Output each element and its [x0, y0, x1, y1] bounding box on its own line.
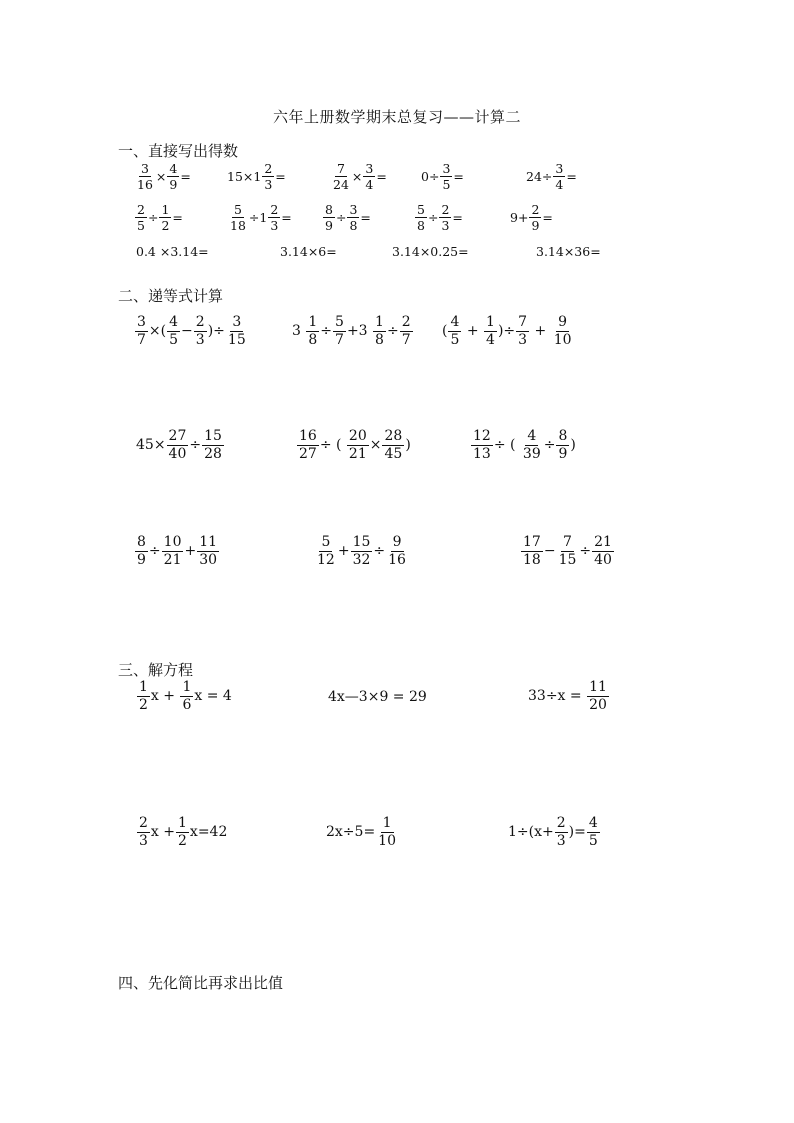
fraction	[331, 162, 351, 191]
expression-text: )÷	[207, 323, 225, 340]
denominator: 3	[195, 331, 205, 348]
fraction	[484, 315, 497, 347]
expression-text: )	[570, 437, 576, 454]
fraction	[553, 162, 565, 191]
numerator: 1	[182, 679, 192, 695]
numerator: 2	[139, 815, 148, 831]
numerator: 4	[527, 428, 537, 444]
fraction	[373, 315, 386, 347]
denominator: 12	[317, 551, 335, 568]
problem	[134, 162, 191, 191]
denominator: 10	[378, 832, 396, 849]
expression-text: +	[530, 323, 551, 340]
expression-text: =	[542, 210, 553, 226]
denominator: 8	[308, 331, 318, 348]
denominator: 8	[375, 331, 384, 348]
numerator: 7	[518, 314, 528, 330]
denominator: 9	[325, 218, 333, 234]
numerator: 2	[270, 202, 279, 217]
denominator: 9	[169, 177, 178, 193]
expression-text: 3.14×36=	[536, 244, 601, 259]
numerator: 5	[321, 534, 331, 550]
fraction	[386, 535, 408, 567]
problem	[322, 203, 371, 232]
fraction	[529, 203, 541, 232]
numerator: 1	[486, 314, 495, 330]
numerator: 3	[555, 161, 564, 176]
numerator: 4	[450, 314, 460, 330]
problem	[134, 203, 183, 232]
numerator: 7	[563, 534, 572, 550]
numerator: 27	[168, 428, 187, 444]
expression-text: 4x—3×9 = 29	[328, 689, 427, 705]
numerator: 1	[375, 314, 384, 330]
denominator: 2	[161, 218, 170, 234]
expression-text: =	[376, 169, 387, 185]
numerator: 2	[531, 202, 540, 217]
fraction	[376, 816, 398, 848]
fraction	[439, 203, 451, 232]
denominator: 21	[348, 445, 367, 462]
numerator: 9	[558, 314, 568, 330]
numerator: 2	[401, 314, 411, 330]
fraction	[382, 429, 404, 461]
problem	[414, 203, 463, 232]
fraction	[400, 315, 413, 347]
numerator: 7	[336, 161, 345, 176]
fraction	[167, 315, 180, 347]
fraction	[262, 162, 274, 191]
problem	[296, 429, 411, 461]
numerator: 2	[195, 314, 205, 330]
problem	[470, 429, 576, 461]
fraction	[333, 315, 346, 347]
denominator: 30	[199, 551, 218, 568]
expression-text: ÷	[148, 543, 161, 560]
expression-text: (	[442, 323, 448, 340]
fraction	[323, 203, 335, 232]
problem	[136, 244, 209, 259]
denominator: 10	[553, 331, 572, 348]
section-heading-1: 一、直接写出得数	[118, 142, 239, 160]
denominator: 8	[417, 218, 425, 234]
numerator: 16	[299, 428, 317, 444]
problem	[280, 244, 337, 259]
fraction	[415, 203, 427, 232]
fraction	[137, 680, 150, 712]
fraction	[167, 162, 179, 191]
problem	[520, 535, 615, 567]
numerator: 5	[233, 202, 242, 217]
denominator: 39	[522, 445, 541, 462]
expression-text: ÷ (	[493, 437, 520, 454]
denominator: 20	[589, 696, 607, 713]
fraction	[135, 162, 155, 191]
denominator: 4	[555, 177, 564, 193]
expression-text: ÷	[320, 323, 333, 340]
fraction	[521, 535, 543, 567]
expression-text: ÷1	[248, 210, 268, 226]
denominator: 3	[264, 177, 273, 193]
fraction	[197, 535, 219, 567]
problem	[528, 680, 610, 712]
expression-text: 2x÷5=	[326, 824, 376, 841]
numerator: 3	[232, 314, 242, 330]
numerator: 1	[161, 202, 170, 217]
denominator: 27	[299, 445, 317, 462]
fraction	[448, 315, 461, 347]
expression-text: x=42	[189, 824, 228, 841]
denominator: 8	[349, 218, 358, 234]
numerator: 9	[392, 534, 402, 550]
fraction	[552, 315, 574, 347]
numerator: 3	[137, 314, 146, 330]
numerator: 2	[264, 161, 273, 176]
expression-text: ÷	[147, 210, 159, 226]
expression-text: ×	[369, 437, 382, 454]
expression-text: =	[453, 169, 464, 185]
problem	[510, 203, 553, 232]
problem	[442, 315, 575, 347]
numerator: 28	[384, 428, 403, 444]
expression-text: 0.4 ×3.14=	[136, 244, 209, 259]
numerator: 5	[335, 314, 344, 330]
denominator: 32	[352, 551, 371, 568]
expression-text: )÷	[497, 323, 516, 340]
denominator: 5	[137, 218, 145, 234]
expression-text: +	[337, 543, 350, 560]
problem	[134, 535, 220, 567]
expression-text: ×	[351, 169, 363, 185]
fraction	[167, 429, 189, 461]
fraction	[135, 315, 148, 347]
problem	[314, 535, 409, 567]
expression-text: ÷	[386, 323, 399, 340]
denominator: 24	[333, 177, 349, 193]
fraction	[297, 429, 319, 461]
expression-text: ÷	[543, 437, 556, 454]
problem	[326, 816, 399, 848]
numerator: 21	[594, 534, 612, 550]
fraction	[347, 429, 369, 461]
denominator: 3	[518, 331, 528, 348]
expression-text: =	[281, 210, 292, 226]
denominator: 3	[139, 832, 148, 849]
denominator: 16	[137, 177, 153, 193]
problem	[227, 203, 292, 232]
expression-text: )=	[568, 824, 586, 841]
fraction	[587, 816, 600, 848]
expression-text: +	[184, 543, 197, 560]
expression-text: )	[405, 437, 411, 454]
fraction	[315, 535, 337, 567]
denominator: 9	[137, 551, 146, 568]
denominator: 3	[556, 832, 566, 849]
fraction	[555, 816, 568, 848]
expression-text: ÷	[335, 210, 347, 226]
numerator: 1	[139, 679, 148, 695]
numerator: 8	[325, 202, 333, 217]
expression-text: 33÷x =	[528, 688, 587, 705]
expression-text: 3.14×0.25=	[392, 244, 469, 259]
denominator: 21	[163, 551, 182, 568]
expression-text: =	[452, 210, 463, 226]
denominator: 18	[230, 218, 246, 234]
fraction	[587, 680, 609, 712]
denominator: 9	[558, 445, 568, 462]
problem	[526, 162, 577, 191]
numerator: 3	[442, 161, 451, 176]
numerator: 15	[204, 428, 222, 444]
expression-text: ÷ (	[319, 437, 346, 454]
fraction	[592, 535, 614, 567]
denominator: 2	[178, 832, 187, 849]
expression-text: 1÷(x+	[508, 824, 554, 841]
problem	[134, 315, 249, 347]
denominator: 4	[365, 177, 374, 193]
fraction	[135, 535, 148, 567]
numerator: 10	[163, 534, 182, 550]
fraction	[137, 816, 150, 848]
numerator: 1	[178, 815, 187, 831]
denominator: 16	[388, 551, 406, 568]
numerator: 2	[556, 815, 566, 831]
numerator: 3	[140, 161, 149, 176]
expression-text: +	[462, 323, 484, 340]
denominator: 15	[227, 331, 246, 348]
expression-text: ×(	[148, 323, 167, 340]
fraction	[521, 429, 543, 461]
problem	[536, 244, 601, 259]
numerator: 20	[348, 428, 367, 444]
fraction	[162, 535, 184, 567]
denominator: 9	[531, 218, 540, 234]
problem	[330, 162, 387, 191]
denominator: 45	[384, 445, 403, 462]
fraction	[268, 203, 280, 232]
problem	[328, 689, 427, 705]
expression-text: ÷	[189, 437, 202, 454]
section-heading-4: 四、先化简比再求出比值	[118, 974, 284, 992]
fraction	[351, 535, 373, 567]
expression-text: 24÷	[526, 169, 553, 185]
expression-text: x +	[150, 824, 175, 841]
fraction	[228, 203, 248, 232]
numerator: 4	[169, 314, 179, 330]
numerator: 3	[365, 161, 374, 176]
expression-text: 15×1	[227, 169, 262, 185]
numerator: 11	[589, 679, 607, 695]
numerator: 17	[523, 534, 541, 550]
expression-text: 3.14×6=	[280, 244, 337, 259]
numerator: 4	[169, 161, 178, 176]
expression-text: ×	[155, 169, 167, 185]
problem	[421, 162, 464, 191]
problem	[136, 816, 227, 848]
denominator: 5	[588, 832, 598, 849]
fraction	[516, 315, 529, 347]
numerator: 5	[417, 202, 425, 217]
denominator: 5	[442, 177, 451, 193]
numerator: 1	[308, 314, 318, 330]
fraction	[557, 535, 579, 567]
expression-text: 9+	[510, 210, 529, 226]
fraction	[347, 203, 359, 232]
fraction	[135, 203, 147, 232]
denominator: 7	[335, 331, 344, 348]
fraction	[202, 429, 224, 461]
fraction	[363, 162, 375, 191]
denominator: 3	[441, 218, 450, 234]
expression-text: =	[180, 169, 191, 185]
denominator: 6	[182, 696, 192, 713]
fraction	[226, 315, 248, 347]
denominator: 15	[558, 551, 577, 568]
numerator: 4	[588, 815, 598, 831]
expression-text: ÷	[373, 543, 386, 560]
section-heading-2: 二、递等式计算	[118, 287, 224, 305]
numerator: 12	[473, 428, 491, 444]
denominator: 5	[450, 331, 460, 348]
expression-text: x +	[150, 688, 180, 705]
fraction	[176, 816, 189, 848]
expression-text: =	[360, 210, 371, 226]
numerator: 11	[199, 534, 218, 550]
numerator: 3	[349, 202, 358, 217]
expression-text: 0÷	[421, 169, 440, 185]
fraction	[180, 680, 193, 712]
denominator: 13	[473, 445, 491, 462]
expression-text: +3	[346, 323, 373, 340]
expression-text: =	[566, 169, 577, 185]
section-heading-3: 三、解方程	[118, 661, 194, 679]
fraction	[556, 429, 569, 461]
expression-text: x = 4	[194, 688, 232, 705]
fraction	[440, 162, 452, 191]
numerator: 8	[137, 534, 146, 550]
fraction	[471, 429, 493, 461]
denominator: 7	[137, 331, 146, 348]
denominator: 40	[594, 551, 612, 568]
problem	[136, 429, 225, 461]
numerator: 2	[137, 202, 145, 217]
numerator: 8	[558, 428, 568, 444]
problem	[292, 315, 414, 347]
denominator: 18	[523, 551, 541, 568]
expression-text: =	[275, 169, 286, 185]
problem	[136, 680, 232, 712]
expression-text: −	[543, 543, 556, 560]
fraction	[306, 315, 319, 347]
fraction	[159, 203, 171, 232]
denominator: 2	[139, 696, 148, 713]
numerator: 2	[441, 202, 450, 217]
expression-text: ÷	[427, 210, 439, 226]
expression-text: 45×	[136, 437, 166, 454]
problem	[392, 244, 469, 259]
numerator: 15	[352, 534, 371, 550]
denominator: 40	[168, 445, 187, 462]
expression-text: 3	[292, 323, 306, 340]
fraction	[194, 315, 207, 347]
expression-text: ÷	[579, 543, 592, 560]
expression-text: −	[181, 323, 193, 340]
denominator: 28	[204, 445, 222, 462]
denominator: 7	[401, 331, 411, 348]
problem	[227, 162, 286, 191]
denominator: 5	[169, 331, 179, 348]
problem	[508, 816, 601, 848]
numerator: 1	[382, 815, 392, 831]
expression-text: =	[172, 210, 183, 226]
page-title: 六年上册数学期末总复习——计算二	[272, 108, 521, 126]
denominator: 3	[270, 218, 279, 234]
denominator: 4	[486, 331, 495, 348]
